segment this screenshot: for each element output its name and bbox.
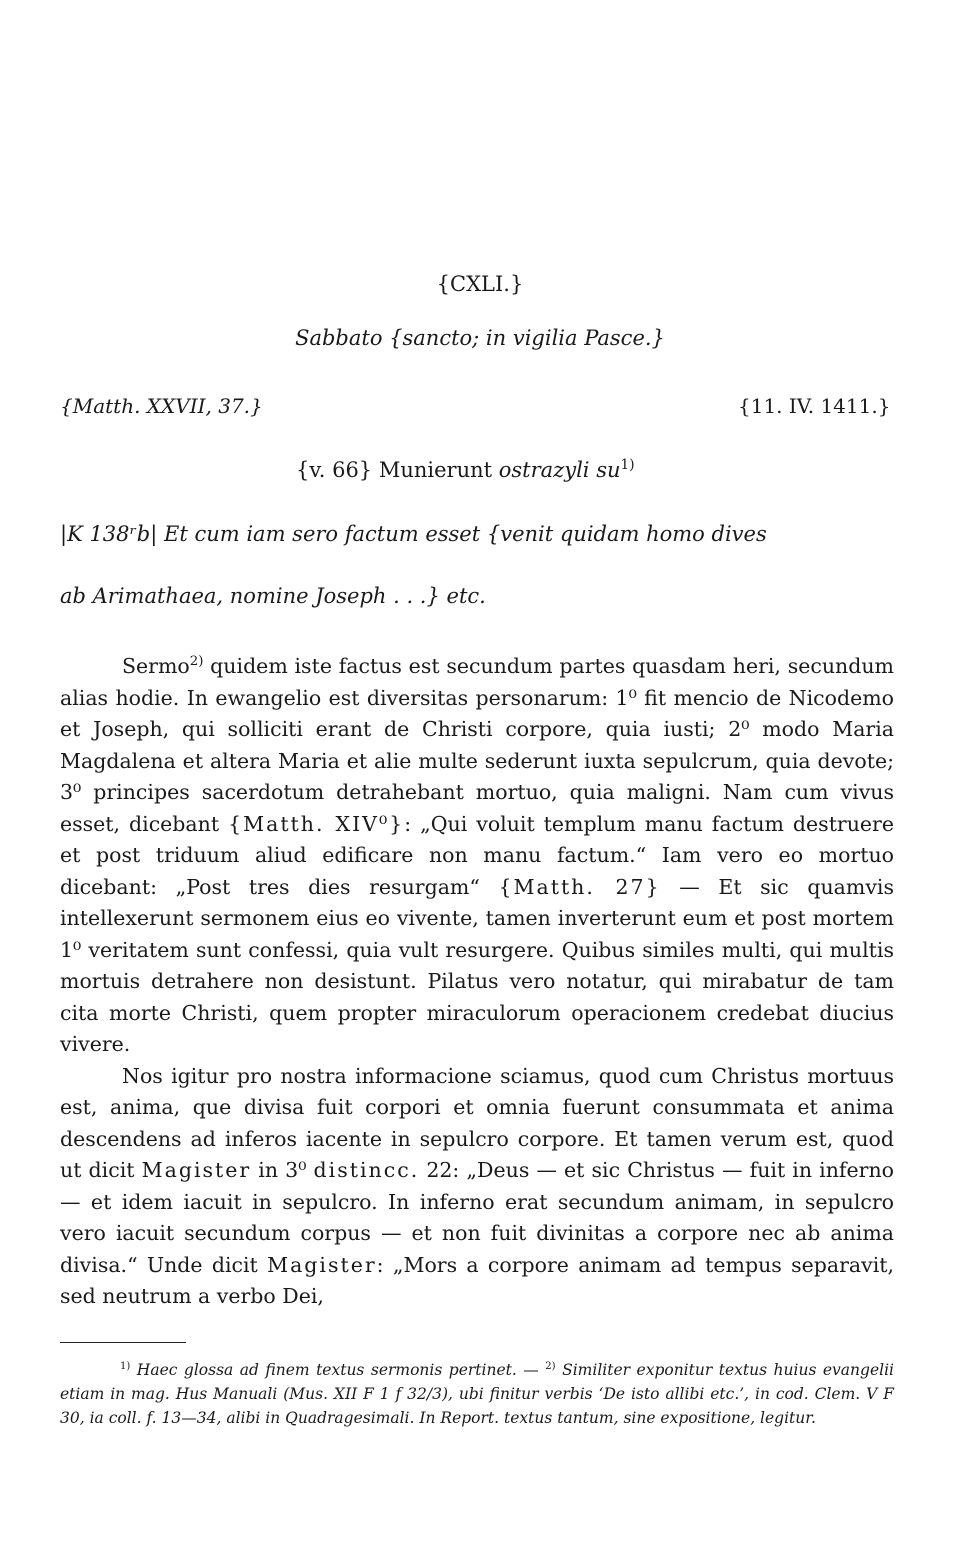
bible-reference [60, 394, 263, 418]
sermon-number [0, 272, 960, 296]
pericope-text-2: ab Arimathaea, nomine Joseph . . .} etc. [60, 584, 486, 608]
subtitle-part-a: Sabbato [295, 326, 390, 350]
footnote-ref-2: 2) [189, 654, 204, 670]
p2-magister-1: Magister [141, 1158, 252, 1182]
footnote-block [60, 1358, 894, 1430]
verse-italic: ostrazyli su [498, 458, 621, 482]
p1-text-a: quidem iste factus est secundum partes quasdam heri, secundum alias hodie. In ewangelio est diversitas personarum: 1⁰ fit mencio de Nicodemo et Joseph, qui solliciti erant de Christi corpore, quia iusti; 2⁰ modo Maria Magdalena et altera Maria et alie multe sederunt iuxta sepulcrum, quia devote; 3⁰ principes sacerdotum detrahebant mortuo, quia maligni. Nam cum vivus esset, dicebant [60, 654, 894, 836]
verse-text: Munierunt [372, 458, 499, 482]
p2-text-d: : „Mors a corpore animam ad tempus separavit, sed neutrum a verbo Dei, [60, 1252, 895, 1308]
pericope-line-2 [60, 584, 486, 608]
sermon-subtitle [0, 326, 960, 350]
p2-distinction: distincc. [313, 1158, 420, 1182]
footnote-2-mark: 2) [545, 1360, 556, 1372]
pericope-line-1 [60, 522, 767, 546]
footnotes [60, 1358, 894, 1430]
footnote-1-text: Haec glossa ad finem textus sermonis pertinet. — [130, 1361, 546, 1379]
pericope-text-1: Et cum iam sero factum esset {venit quidam homo dives [157, 522, 767, 546]
paragraph-2 [60, 1061, 894, 1313]
verse-line [296, 458, 635, 482]
p2-text-b: in 3⁰ [251, 1158, 314, 1182]
footnote-divider [60, 1342, 186, 1343]
p1-text-b: : „Qui voluit templum manu factum destruere et post triduum aliud edificare non manu factum.“ Iam vero eo mortuo dicebant: „Post tres dies resurgam“ [60, 811, 894, 899]
sermon-number-text: {CXLI.} [436, 272, 524, 296]
p1-start: Sermo [122, 654, 190, 678]
paragraph-1 [60, 651, 894, 1061]
p2-magister-2: Magister [267, 1252, 377, 1277]
footnote-2-text: Similiter exponitur textus huius evangelii etiam in mag. Hus Manuali (Mus. XII F 1 f 32/3), ubi finitur verbis ‘De isto allibi etc.’, in cod. Clem. V F 30, ia coll. f. 13—34, alibi in Quadragesimali. In Report. textus tantum, sine expositione, legitur. [60, 1361, 894, 1427]
sermon-date-text: {11. IV. 1411.} [738, 394, 891, 418]
manuscript-ref: |K 138ʳb| [60, 522, 158, 546]
sermon-date [738, 394, 890, 418]
verse-ref: {v. 66} [296, 458, 373, 482]
footnote-1-mark: 1) [120, 1360, 131, 1372]
p1-text-c: — Et sic quamvis intellexerunt sermonem eius eo vivente, tamen inverterunt eum et post mortem 1⁰ veritatem sunt confessi, quia vult resurgere. Quibus similes multi, qui multis mortuis detrahere non desistunt. Pilatus vero notatur, qui mirabatur de tam cita morte Christi, quem propter miraculorum operacionem credebat diucius vivere. [60, 874, 894, 1056]
p2-text-c: 22: „Deus — et sic Christus — fuit in inferno — et idem iacuit in sepulcro. In inferno erat secundum animam, in sepulcro vero iacuit secundum corpus — et non fuit divinitas a corpore nec ab anima divisa.“ Unde dicit [60, 1158, 894, 1277]
footnote-ref-1: 1) [620, 457, 635, 473]
p1-ref-matth-27: {Matth. 27} [498, 874, 661, 899]
sermon-body [60, 651, 894, 1313]
p2-text-a: Nos igitur pro nostra informacione sciamus, quod cum Christus mortuus est, anima, que divisa fuit corpori et omnia fuerunt consummata et anima descendens ad inferos iacente in sepulcro corpore. Et tamen verum est, quod ut dicit [60, 1063, 894, 1182]
subtitle-part-b: {sancto; in vigilia Pasce.} [389, 326, 665, 350]
bible-reference-text: {Matth. XXVII, 37.} [60, 394, 263, 418]
p1-ref-matth-xiv: {Matth. XIV⁰} [228, 811, 405, 836]
